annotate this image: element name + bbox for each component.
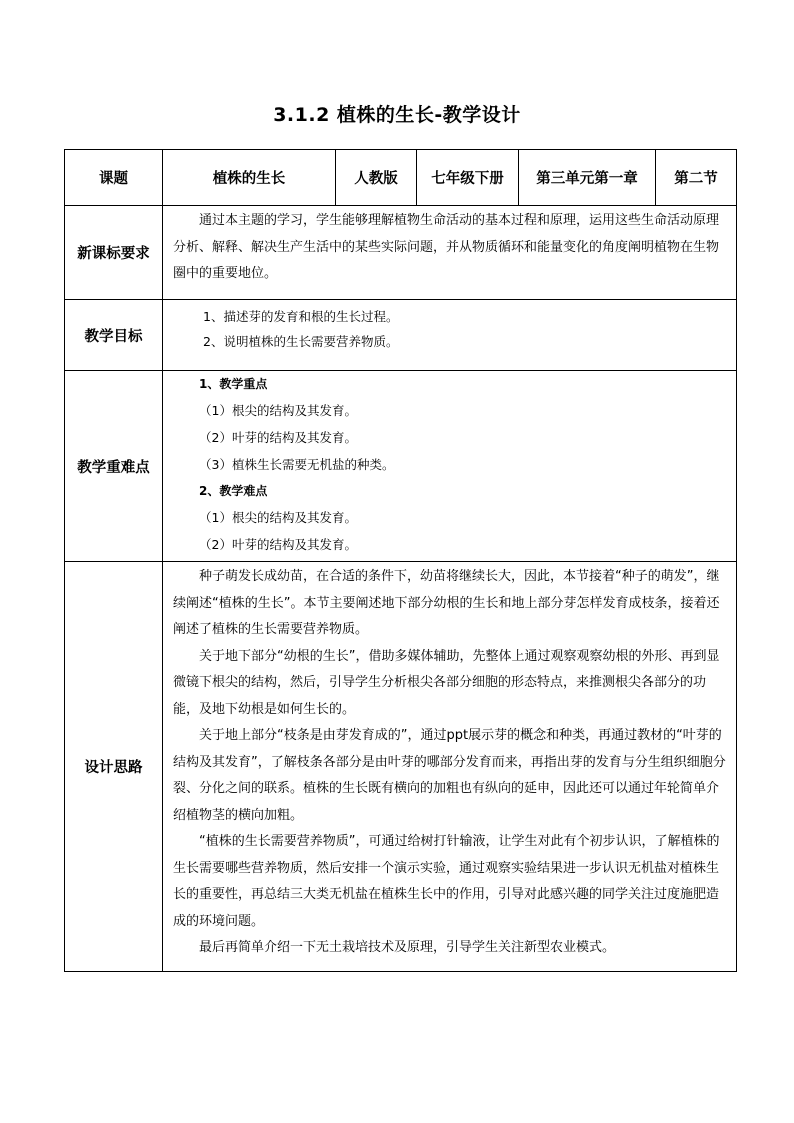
goal-item: 1、描述芽的发育和根的生长过程。 [203,309,399,324]
goals-row [65,300,737,371]
standards-text: 通过本主题的学习，学生能够理解植物生命活动的基本过程和原理，运用这些生命活动原理分析、解释、解决生产生活中的某些实际问题，并从物质循环和能量变化的角度阐明植物在生物圈中的重要地位。 [173,213,720,281]
goal-item: 2、说明植株的生长需要营养物质。 [203,334,399,349]
topic-label: 课题 [65,150,163,206]
section: 第二节 [656,150,737,206]
header-row [65,150,737,206]
focus-item: （3）植株生长需要无机盐的种类。 [199,457,395,472]
goals-label: 教学目标 [65,300,163,371]
goals-cell [163,300,737,371]
keypoints-row [65,371,737,562]
focus-item: （2）叶芽的结构及其发育。 [199,430,357,445]
grade: 七年级下册 [417,150,519,206]
design-paragraph: 关于地上部分“枝条是由芽发育成的”，通过ppt展示芽的概念和种类，再通过教材的“叶芽的结构及其发育”，了解枝条各部分是由叶芽的哪部分发育而来，再指出芽的发育与分生组织细胞分裂、分化之间的联系。植株的生长既有横向的加粗也有纵向的延申，因此还可以通过年轮简单介绍植物茎的横向加粗。 [173,728,726,823]
lesson-design-table [64,149,737,972]
design-paragraph: 种子萌发长成幼苗，在合适的条件下，幼苗将继续长大，因此，本节接着“种子的萌发”，继续阐述“植株的生长”。本节主要阐述地下部分幼根的生长和地上部分芽怎样发育成枝条，接着还阐述了植株的生长需要营养物质。 [173,569,720,637]
document-title: 3.1.2 植株的生长-教学设计 [273,104,521,126]
standards-cell [163,206,737,300]
design-paragraph: “植株的生长需要营养物质”，可通过给树打针输液，让学生对此有个初步认识，了解植株的生长需要哪些营养物质，然后安排一个演示实验，通过观察实验结果进一步认识无机盐对植株生长的重要性，再总结三大类无机盐在植株生长中的作用，引导对此感兴趣的同学关注过度施肥造成的环境问题。 [173,834,720,929]
keypoints-cell [163,371,737,562]
design-paragraph: 关于地下部分“幼根的生长”，借助多媒体辅助，先整体上通过观察观察幼根的外形、再到显微镜下根尖的结构，然后，引导学生分析根尖各部分细胞的形态特点，来推测根尖各部分的功能，及地下幼根是如何生长的。 [173,648,720,717]
design-paragraph: 最后再简单介绍一下无土栽培技术及原理，引导学生关注新型农业模式。 [199,940,616,955]
design-row [65,562,737,972]
standards-label: 新课标要求 [65,206,163,300]
keypoints-label: 教学重难点 [65,371,163,562]
focus-item: （1）根尖的结构及其发育。 [199,403,357,418]
focus-heading: 1、教学重点 [199,377,268,391]
publisher: 人教版 [336,150,417,206]
difficulty-heading: 2、教学难点 [199,484,268,498]
difficulty-item: （2）叶芽的结构及其发育。 [199,537,357,552]
standards-row [65,206,737,300]
design-label: 设计思路 [65,562,163,972]
topic-value: 植株的生长 [163,150,336,206]
difficulty-item: （1）根尖的结构及其发育。 [199,510,357,525]
design-cell [163,562,737,972]
unit: 第三单元第一章 [519,150,656,206]
